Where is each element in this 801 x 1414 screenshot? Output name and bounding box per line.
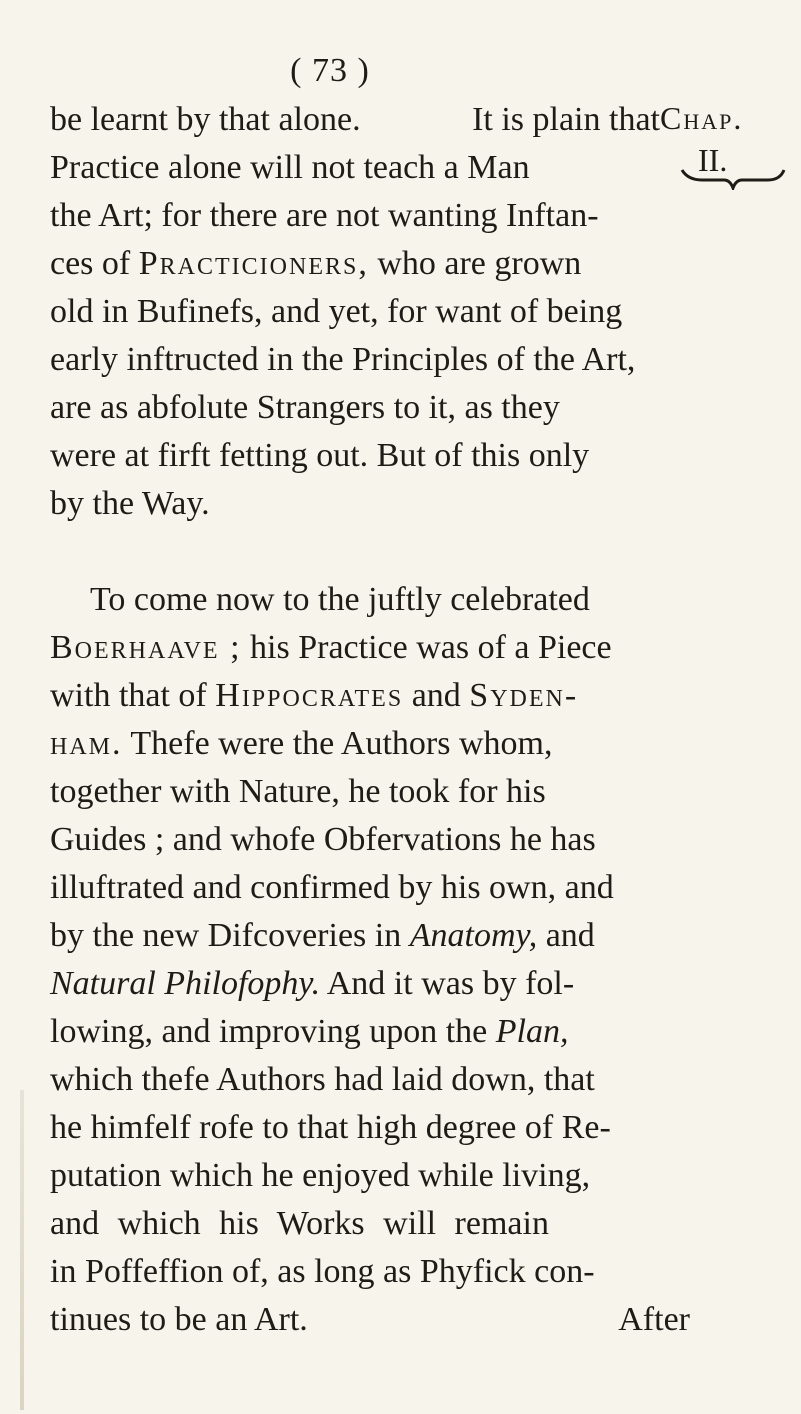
text-segment: in Poffeffion of, as long as Phyfick con- (50, 1253, 595, 1290)
text-segment-smallcaps: Hippocrates (215, 677, 404, 714)
text-line (50, 719, 552, 769)
text-segment-italic: Anatomy, (409, 917, 538, 954)
text-line (50, 671, 578, 721)
text-line (90, 575, 590, 625)
text-segment: lowing, and improving upon the (50, 1013, 488, 1050)
text-line (50, 191, 599, 241)
text-segment: his Practice was of a Piece (250, 629, 612, 666)
text-segment: Guides ; and whofe Obfervations he has (50, 821, 596, 858)
margin-note-chapter-numeral: II. (698, 142, 728, 178)
text-segment: with that of (50, 677, 207, 714)
text-segment: who are grown (377, 245, 582, 282)
text-line (50, 911, 595, 961)
text-line (50, 959, 574, 1009)
text-segment: It is plain that (472, 101, 660, 138)
text-line (50, 1247, 595, 1297)
text-segment-smallcaps: Practicioners, (138, 245, 369, 282)
text-line (50, 1007, 568, 1057)
text-line (50, 1199, 549, 1249)
text-line (50, 383, 560, 433)
text-segment: Practice alone will not teach a Man (50, 149, 530, 186)
text-segment: be learnt by that alone. (50, 101, 361, 138)
text-line (50, 767, 546, 817)
text-segment-smallcaps: Boerhaave ; (50, 629, 242, 666)
text-segment-italic: Plan, (495, 1013, 569, 1050)
text-segment: illuftrated and confirmed by his own, and (50, 869, 614, 906)
text-segment: early inftructed in the Principles of the Art, (50, 341, 636, 378)
text-segment: the Art; for there are not wanting Inftan- (50, 197, 599, 234)
page-number: ( 73 ) (290, 52, 370, 89)
text-segment: by the Way. (50, 485, 210, 522)
text-line (50, 479, 210, 529)
text-line (50, 287, 622, 337)
text-segment: old in Bufinefs, and yet, for want of being (50, 293, 623, 330)
text-segment: Thefe were the Authors whom, (130, 725, 553, 762)
text-line (50, 239, 581, 289)
text-line (50, 863, 614, 913)
text-line (50, 143, 640, 193)
text-segment: ces of (50, 245, 131, 282)
text-line (50, 1151, 590, 1201)
text-line (50, 335, 635, 385)
text-segment: And it was by fol- (326, 965, 575, 1002)
catchword: After (618, 1301, 690, 1338)
text-segment: putation which he enjoyed while living, (50, 1157, 591, 1194)
text-segment: are as abfolute Strangers to it, as they (50, 389, 560, 426)
text-segment-italic: Natural Philofophy. (50, 965, 321, 1002)
text-segment: by the new Difcoveries in (50, 917, 402, 954)
text-line (50, 1103, 611, 1153)
text-line (50, 431, 589, 481)
text-segment: he himfelf rofe to that high degree of Re- (50, 1109, 611, 1146)
text-segment: and which his Works will remain (50, 1205, 549, 1242)
text-line (50, 1295, 690, 1345)
text-segment-smallcaps: ham. (50, 725, 123, 762)
text-segment: and (411, 677, 461, 714)
text-segment: and (545, 917, 595, 954)
text-segment: were at firft fetting out. But of this only (50, 437, 590, 474)
text-segment-smallcaps: Syden- (469, 677, 579, 714)
brace-ornament (680, 166, 786, 190)
margin-note-chapter-label: Chap. (660, 100, 744, 136)
text-line (50, 623, 612, 673)
text-segment: together with Nature, he took for his (50, 773, 546, 810)
text-line (50, 815, 596, 865)
margin-note-chapter (660, 98, 743, 138)
text-line (50, 1055, 595, 1105)
text-segment: tinues to be an Art. (50, 1301, 308, 1338)
text-segment: To come now to the juftly celebrated (90, 581, 590, 618)
page-edge-shadow (20, 1090, 24, 1410)
text-line (50, 95, 660, 145)
text-segment: which thefe Authors had laid down, that (50, 1061, 595, 1098)
